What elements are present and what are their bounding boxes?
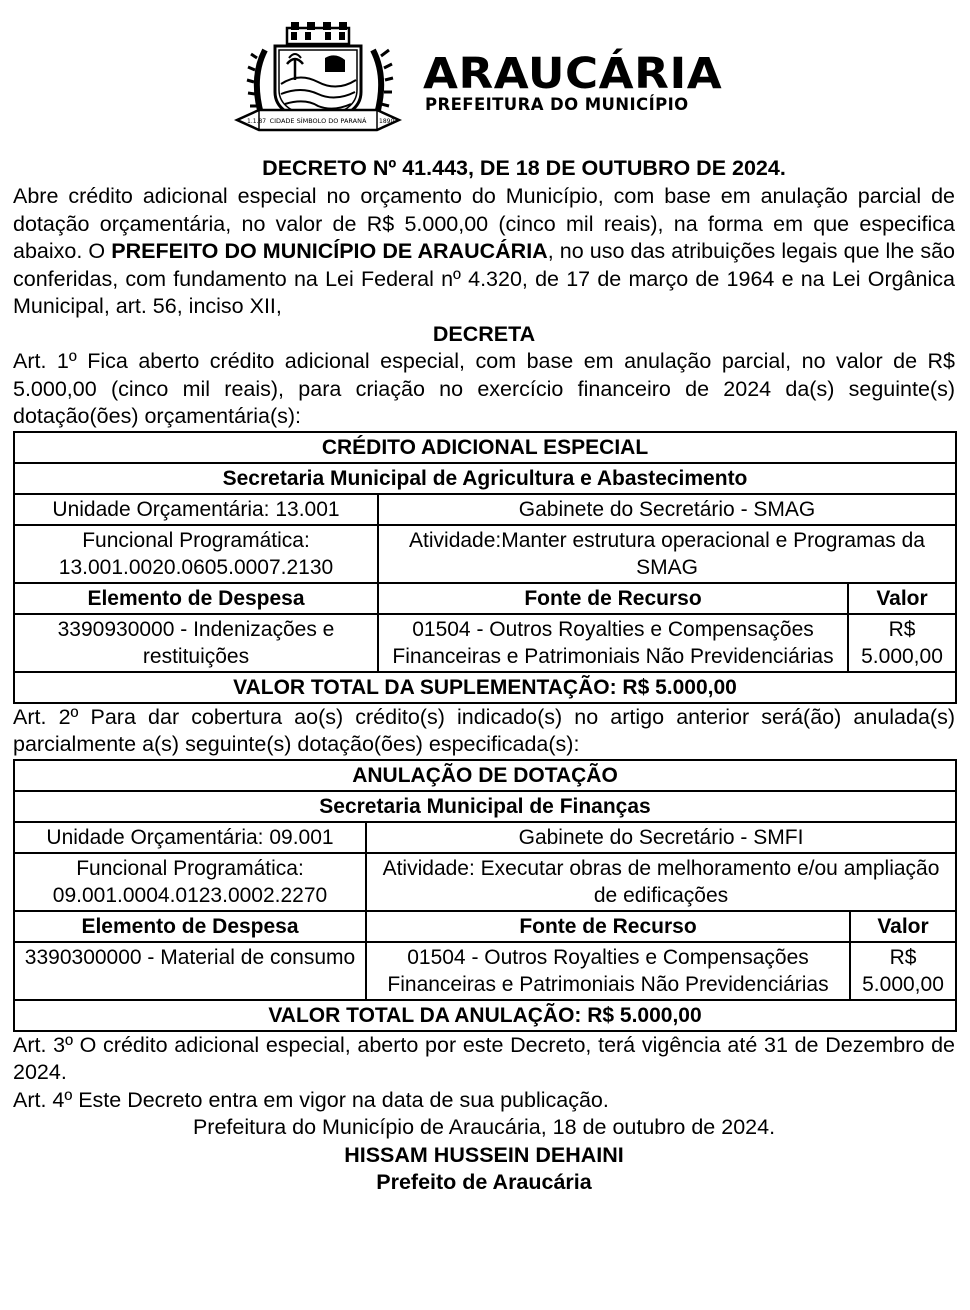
prefeitura-subtitle: PREFEITURA DO MUNICÍPIO bbox=[425, 95, 689, 114]
credit-table-title: CRÉDITO ADICIONAL ESPECIAL bbox=[14, 432, 956, 463]
annul-col-elemento: Elemento de Despesa bbox=[14, 911, 366, 942]
credit-col-elemento: Elemento de Despesa bbox=[14, 583, 378, 614]
credit-table bbox=[13, 431, 957, 704]
annul-atividade: Atividade: Executar obras de melhoramento e/ou ampliação de edificações bbox=[366, 853, 956, 911]
annul-fonte: 01504 - Outros Royalties e Compensações Financeiras e Patrimoniais Não Previdenciárias bbox=[366, 942, 850, 1000]
annul-elemento: 3390300000 - Material de consumo bbox=[14, 942, 366, 1000]
annul-table-title: ANULAÇÃO DE DOTAÇÃO bbox=[14, 760, 956, 791]
annul-col-valor: Valor bbox=[850, 911, 956, 942]
credit-unidade: Unidade Orçamentária: 13.001 bbox=[14, 494, 378, 525]
signer-name: HISSAM HUSSEIN DEHAINI bbox=[344, 1142, 624, 1167]
crest-year-right: 1890 bbox=[379, 118, 395, 125]
city-name: ARAUCÁRIA bbox=[423, 49, 723, 99]
decree-page bbox=[13, 0, 955, 1197]
crest-year-left: 1.1.87 bbox=[247, 118, 267, 125]
article-1: Art. 1º Fica aberto crédito adicional especial, com base em anulação parcial, no valor de R$ 5.000,00 (cinco mil reais), para criação no exercício financeiro de 2024 da(s) seguinte(s) dotação(ões) orçamentária(s): bbox=[13, 349, 955, 428]
credit-secretaria: Secretaria Municipal de Agricultura e Abastecimento bbox=[14, 463, 956, 494]
article-3: Art. 3º O crédito adicional especial, aberto por este Decreto, terá vigência até 31 de Dezembro de 2024. bbox=[13, 1032, 955, 1084]
annul-funcional: Funcional Programática: 09.001.0004.0123.0002.2270 bbox=[14, 853, 366, 911]
intro-text-2: , no uso das atribuições legais que lhe são conferidas, com fundamento na Lei Federal nº 4.320, de 17 de março de 1964 e na Lei Orgânica Municipal, art. 56, inciso XII, bbox=[13, 239, 956, 318]
annul-unidade-desc: Gabinete do Secretário - SMFI bbox=[366, 822, 956, 853]
intro-text-1: Abre crédito adicional especial no orçamento do Município, com base em anulação parcial de dotação orçamentária, no valor de R$ 5.000,00 (cinco mil reais), na forma em que especifica abaixo. O bbox=[13, 184, 955, 263]
annul-total: VALOR TOTAL DA ANULAÇÃO: R$ 5.000,00 bbox=[14, 1000, 956, 1031]
annulment-table bbox=[13, 759, 957, 1032]
annul-secretaria: Secretaria Municipal de Finanças bbox=[14, 791, 956, 822]
brand bbox=[423, 49, 723, 114]
place-date: Prefeitura do Município de Araucária, 18 de outubro de 2024. bbox=[192, 1115, 776, 1139]
crest-motto: CIDADE SÍMBOLO DO PARANÁ bbox=[269, 117, 367, 125]
credit-elemento: 3390930000 - Indenizações e restituições bbox=[14, 614, 378, 672]
intro-mayor: PREFEITO DO MUNICÍPIO DE ARAUCÁRIA bbox=[111, 239, 548, 263]
article-2: Art. 2º Para dar cobertura ao(s) crédito(s) indicado(s) no artigo anterior será(ão) anulada(s) parcialmente a(s) seguinte(s) dotação(ões) especificada(s): bbox=[13, 704, 955, 756]
credit-unidade-desc: Gabinete do Secretário - SMAG bbox=[378, 494, 956, 525]
decree-title: DECRETO Nº 41.443, DE 18 DE OUTUBRO DE 2024. bbox=[262, 156, 786, 180]
coat-of-arms-icon bbox=[229, 22, 407, 134]
article-4: Art. 4º Este Decreto entra em vigor na data de sua publicação. bbox=[13, 1087, 609, 1112]
signer-role: Prefeito de Araucária bbox=[376, 1170, 592, 1194]
annul-valor: R$ 5.000,00 bbox=[850, 942, 956, 1000]
credit-atividade: Atividade:Manter estrutura operacional e Programas da SMAG bbox=[378, 525, 956, 583]
annul-unidade: Unidade Orçamentária: 09.001 bbox=[14, 822, 366, 853]
credit-funcional: Funcional Programática: 13.001.0020.0605.0007.2130 bbox=[14, 525, 378, 583]
credit-col-valor: Valor bbox=[848, 583, 956, 614]
header bbox=[13, 0, 955, 150]
credit-total: VALOR TOTAL DA SUPLEMENTAÇÃO: R$ 5.000,00 bbox=[14, 672, 956, 703]
credit-col-fonte: Fonte de Recurso bbox=[378, 583, 848, 614]
annul-col-fonte: Fonte de Recurso bbox=[366, 911, 850, 942]
decree-intro bbox=[13, 183, 955, 321]
credit-fonte: 01504 - Outros Royalties e Compensações Financeiras e Patrimoniais Não Previdenciárias bbox=[378, 614, 848, 672]
credit-valor: R$ 5.000,00 bbox=[848, 614, 956, 672]
decreta-heading: DECRETA bbox=[432, 321, 536, 346]
